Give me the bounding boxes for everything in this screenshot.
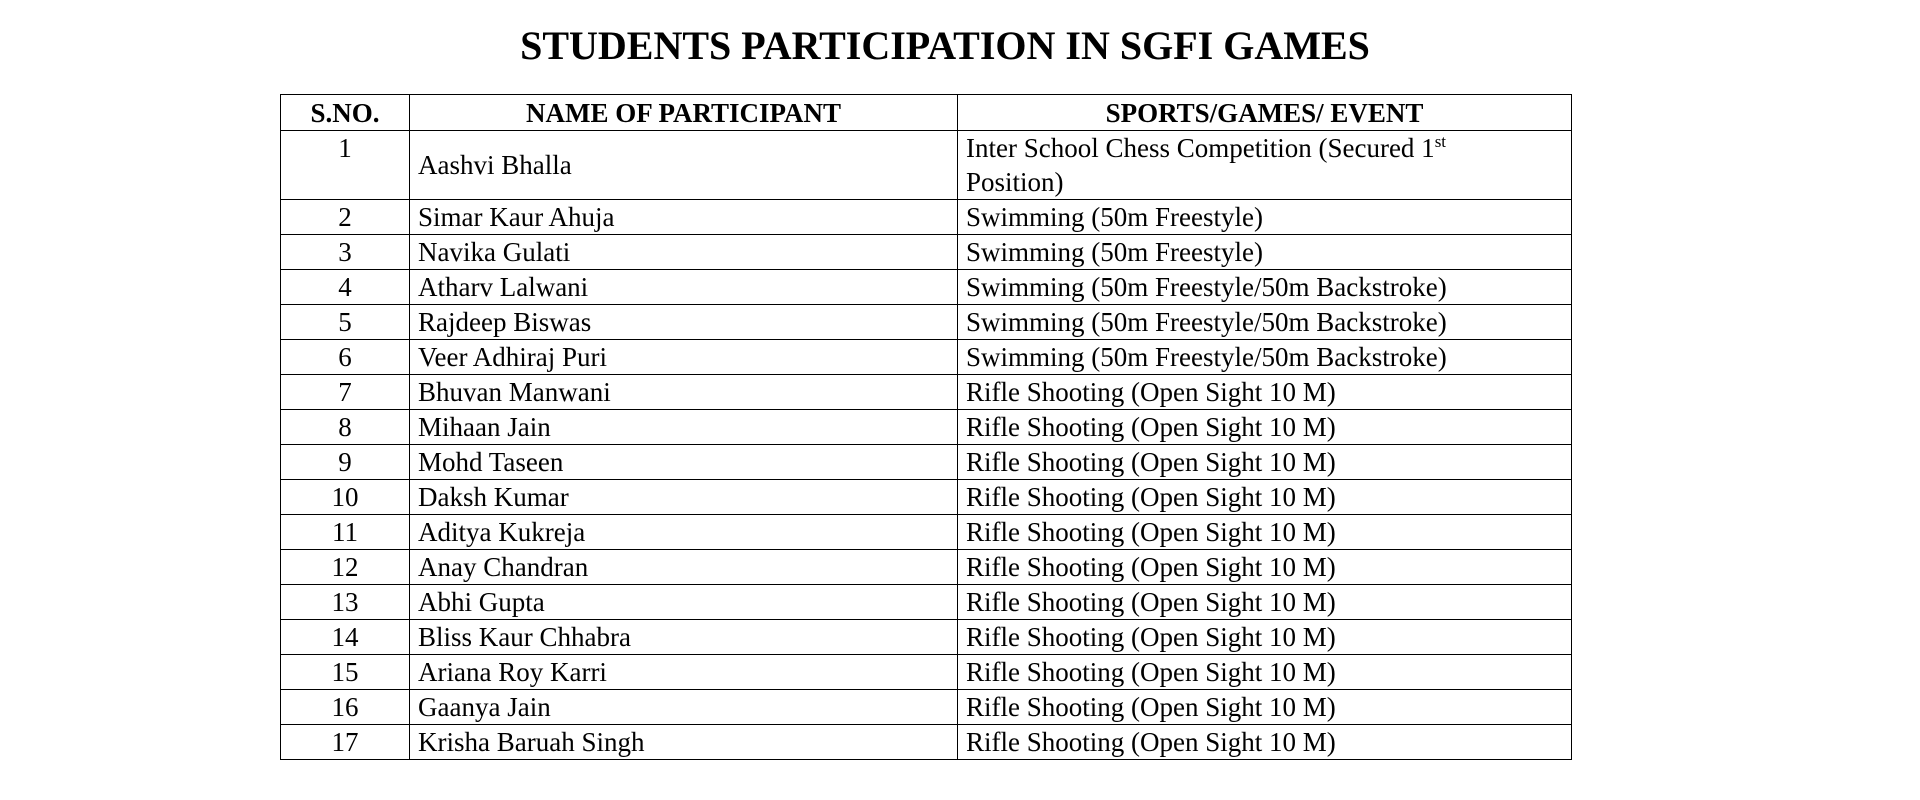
cell-sno: 13 <box>281 585 410 620</box>
table-row <box>281 375 1572 410</box>
cell-name: Bliss Kaur Chhabra <box>410 620 958 655</box>
event-text: Inter School Chess Competition (Secured 1 <box>966 133 1435 163</box>
table-row <box>281 340 1572 375</box>
table-row <box>281 585 1572 620</box>
cell-sno: 10 <box>281 480 410 515</box>
header-name: NAME OF PARTICIPANT <box>410 95 958 131</box>
cell-event: Swimming (50m Freestyle/50m Backstroke) <box>958 305 1572 340</box>
cell-event: Rifle Shooting (Open Sight 10 M) <box>958 585 1572 620</box>
cell-sno: 3 <box>281 235 410 270</box>
table-row <box>281 131 1572 200</box>
cell-event: Rifle Shooting (Open Sight 10 M) <box>958 480 1572 515</box>
table-row <box>281 305 1572 340</box>
cell-sno: 17 <box>281 725 410 760</box>
cell-sno: 8 <box>281 410 410 445</box>
cell-sno: 6 <box>281 340 410 375</box>
cell-sno: 15 <box>281 655 410 690</box>
cell-sno: 4 <box>281 270 410 305</box>
cell-name: Simar Kaur Ahuja <box>410 200 958 235</box>
header-sno: S.NO. <box>281 95 410 131</box>
cell-event: Swimming (50m Freestyle/50m Backstroke) <box>958 270 1572 305</box>
participants-table <box>280 94 1572 760</box>
cell-name: Bhuvan Manwani <box>410 375 958 410</box>
cell-sno: 14 <box>281 620 410 655</box>
cell-sno: 5 <box>281 305 410 340</box>
cell-name: Anay Chandran <box>410 550 958 585</box>
page-title: STUDENTS PARTICIPATION IN SGFI GAMES <box>520 23 1370 68</box>
table-row <box>281 410 1572 445</box>
table-row <box>281 550 1572 585</box>
cell-event: Rifle Shooting (Open Sight 10 M) <box>958 515 1572 550</box>
cell-name: Abhi Gupta <box>410 585 958 620</box>
cell-event <box>958 131 1572 200</box>
cell-sno: 2 <box>281 200 410 235</box>
table-row <box>281 515 1572 550</box>
cell-sno: 1 <box>281 131 410 200</box>
cell-sno: 11 <box>281 515 410 550</box>
cell-event: Rifle Shooting (Open Sight 10 M) <box>958 445 1572 480</box>
header-event: SPORTS/GAMES/ EVENT <box>958 95 1572 131</box>
cell-sno: 7 <box>281 375 410 410</box>
cell-name: Atharv Lalwani <box>410 270 958 305</box>
cell-event: Swimming (50m Freestyle/50m Backstroke) <box>958 340 1572 375</box>
table-header-row <box>281 95 1572 131</box>
cell-event: Swimming (50m Freestyle) <box>958 200 1572 235</box>
cell-event: Swimming (50m Freestyle) <box>958 235 1572 270</box>
cell-sno: 9 <box>281 445 410 480</box>
cell-event: Rifle Shooting (Open Sight 10 M) <box>958 620 1572 655</box>
table-row <box>281 445 1572 480</box>
cell-event: Rifle Shooting (Open Sight 10 M) <box>958 725 1572 760</box>
table-row <box>281 620 1572 655</box>
table-row <box>281 655 1572 690</box>
table-row <box>281 480 1572 515</box>
cell-event: Rifle Shooting (Open Sight 10 M) <box>958 690 1572 725</box>
cell-event: Rifle Shooting (Open Sight 10 M) <box>958 655 1572 690</box>
cell-sno: 16 <box>281 690 410 725</box>
cell-event: Rifle Shooting (Open Sight 10 M) <box>958 410 1572 445</box>
cell-name: Aashvi Bhalla <box>410 131 958 200</box>
ordinal-suffix: st <box>1434 132 1447 151</box>
cell-name: Navika Gulati <box>410 235 958 270</box>
cell-name: Gaanya Jain <box>410 690 958 725</box>
cell-sno: 12 <box>281 550 410 585</box>
cell-name: Ariana Roy Karri <box>410 655 958 690</box>
table-row <box>281 200 1572 235</box>
table-row <box>281 270 1572 305</box>
cell-name: Krisha Baruah Singh <box>410 725 958 760</box>
event-text-continued: Position) <box>966 167 1064 197</box>
cell-event: Rifle Shooting (Open Sight 10 M) <box>958 550 1572 585</box>
table-row <box>281 725 1572 760</box>
cell-name: Veer Adhiraj Puri <box>410 340 958 375</box>
table-row <box>281 235 1572 270</box>
cell-name: Aditya Kukreja <box>410 515 958 550</box>
cell-name: Rajdeep Biswas <box>410 305 958 340</box>
cell-name: Mohd Taseen <box>410 445 958 480</box>
cell-name: Daksh Kumar <box>410 480 958 515</box>
cell-name: Mihaan Jain <box>410 410 958 445</box>
cell-event: Rifle Shooting (Open Sight 10 M) <box>958 375 1572 410</box>
table-row <box>281 690 1572 725</box>
